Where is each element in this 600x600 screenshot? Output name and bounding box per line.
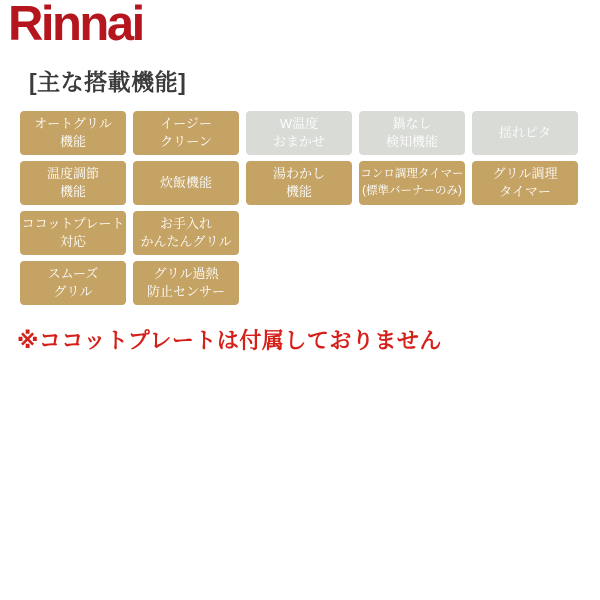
feature-badge-label: 鍋なし (392, 115, 432, 131)
feature-badge (246, 111, 352, 155)
feature-badge (133, 211, 239, 255)
feature-badge-label: おまかせ (272, 134, 325, 149)
feature-badge (133, 261, 239, 305)
feature-badge-label: 機能 (285, 184, 312, 199)
rinnai-logo: Rinnai (8, 0, 143, 51)
feature-badge-label: グリル (53, 284, 93, 299)
feature-badge-label: 揺れピタ (498, 124, 551, 140)
feature-badge (246, 161, 352, 205)
feature-row (20, 261, 578, 305)
feature-row (20, 111, 578, 155)
feature-badge-label: 機能 (59, 134, 86, 149)
feature-badge-label: 防止センサー (146, 284, 225, 299)
features-grid (20, 111, 578, 305)
feature-badge-label: タイマー (499, 184, 551, 199)
feature-badge (359, 161, 465, 205)
feature-badge (133, 161, 239, 205)
feature-badge-label: 温度調節 (46, 165, 99, 181)
feature-badge (472, 161, 578, 205)
feature-badge (472, 111, 578, 155)
feature-badge-label: (標準バーナーのみ) (362, 185, 462, 197)
feature-badge (20, 261, 126, 305)
feature-badge-label: かんたんグリル (140, 234, 232, 249)
feature-badge (20, 211, 126, 255)
feature-badge-label: 炊飯機能 (159, 174, 212, 190)
feature-badge-label: コンロ調理タイマー (360, 167, 464, 180)
feature-badge-label: ココットプレート (21, 215, 125, 231)
feature-badge (359, 111, 465, 155)
feature-badge-label: グリル過熱 (153, 265, 219, 281)
features-heading: [主な搭載機能] (29, 69, 187, 95)
feature-badge-label: 検知機能 (385, 134, 438, 149)
feature-badge-label: イージー (160, 115, 212, 131)
feature-badge-label: 機能 (59, 184, 86, 199)
feature-badge-label: スムーズ (47, 265, 99, 281)
feature-badge-label: W温度 (279, 115, 319, 131)
feature-badge (20, 161, 126, 205)
cocotte-plate-note: ※ココットプレートは付属しておりません (17, 328, 442, 353)
feature-row (20, 161, 578, 205)
feature-badge-label: グリル調理 (492, 165, 558, 181)
feature-badge-label: 湯わかし (272, 165, 325, 181)
feature-badge (20, 111, 126, 155)
feature-row (20, 211, 578, 255)
feature-badge-label: お手入れ (159, 215, 212, 231)
feature-badge-label: 対応 (59, 234, 86, 249)
feature-badge (133, 111, 239, 155)
feature-badge-label: オートグリル (34, 115, 112, 131)
feature-badge-label: クリーン (160, 134, 212, 149)
